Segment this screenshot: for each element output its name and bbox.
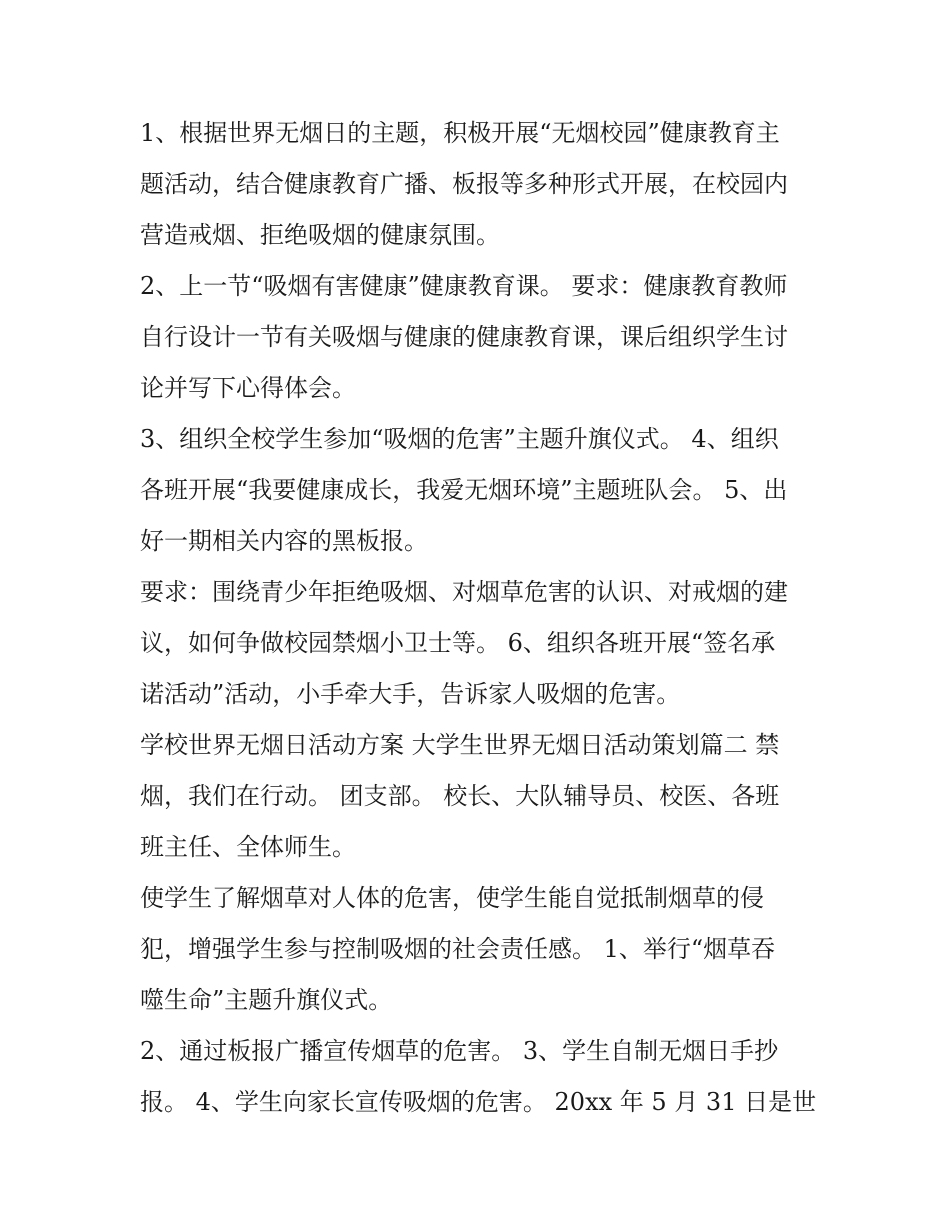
text-line: 议，如何争做校园禁烟小卫士等。 6、组织各班开展“签名承 xyxy=(140,629,776,657)
text-line: 题活动，结合健康教育广播、板报等多种形式开展，在校园内 xyxy=(140,170,788,198)
text-line: 营造戒烟、拒绝吸烟的健康氛围。 xyxy=(140,221,500,249)
paragraph-6 xyxy=(140,873,820,1026)
text-line: 使学生了解烟草对人体的危害，使学生能自觉抵制烟草的侵 xyxy=(140,884,764,912)
paragraph-2 xyxy=(140,261,820,414)
text-line: 自行设计一节有关吸烟与健康的健康教育课，课后组织学生讨 xyxy=(140,323,788,351)
text-line: 学校世界无烟日活动方案 大学生世界无烟日活动策划篇二 禁 xyxy=(140,731,780,759)
text-line: 班主任、全体师生。 xyxy=(140,833,356,861)
text-line: 报。 4、学生向家长宣传吸烟的危害。 20xx 年 5 月 31 日是世 xyxy=(140,1088,817,1116)
text-line: 论并写下心得体会。 xyxy=(140,374,356,402)
text-line: 好一期相关内容的黑板报。 xyxy=(140,527,428,555)
text-line: 2、上一节“吸烟有害健康”健康教育课。 要求：健康教育教师 xyxy=(140,272,788,300)
text-line: 诺活动”活动，小手牵大手，告诉家人吸烟的危害。 xyxy=(140,680,681,708)
text-line: 3、组织全校学生参加“吸烟的危害”主题升旗仪式。 4、组织 xyxy=(140,425,779,453)
document-body xyxy=(140,108,820,1128)
paragraph-3 xyxy=(140,414,820,567)
text-line: 烟，我们在行动。 团支部。 校长、大队辅导员、校医、各班 xyxy=(140,782,780,810)
text-line: 1、根据世界无烟日的主题，积极开展“无烟校园”健康教育主 xyxy=(140,119,780,147)
text-line: 各班开展“我要健康成长，我爱无烟环境”主题班队会。 5、出 xyxy=(140,476,788,504)
text-line: 要求：围绕青少年拒绝吸烟、对烟草危害的认识、对戒烟的建 xyxy=(140,578,788,606)
text-line: 噬生命”主题升旗仪式。 xyxy=(140,986,393,1014)
paragraph-4 xyxy=(140,567,820,720)
paragraph-7 xyxy=(140,1026,820,1128)
paragraph-5 xyxy=(140,720,820,873)
text-line: 2、通过板报广播宣传烟草的危害。 3、学生自制无烟日手抄 xyxy=(140,1037,779,1065)
text-line: 犯，增强学生参与控制吸烟的社会责任感。 1、举行“烟草吞 xyxy=(140,935,776,963)
paragraph-1 xyxy=(140,108,820,261)
